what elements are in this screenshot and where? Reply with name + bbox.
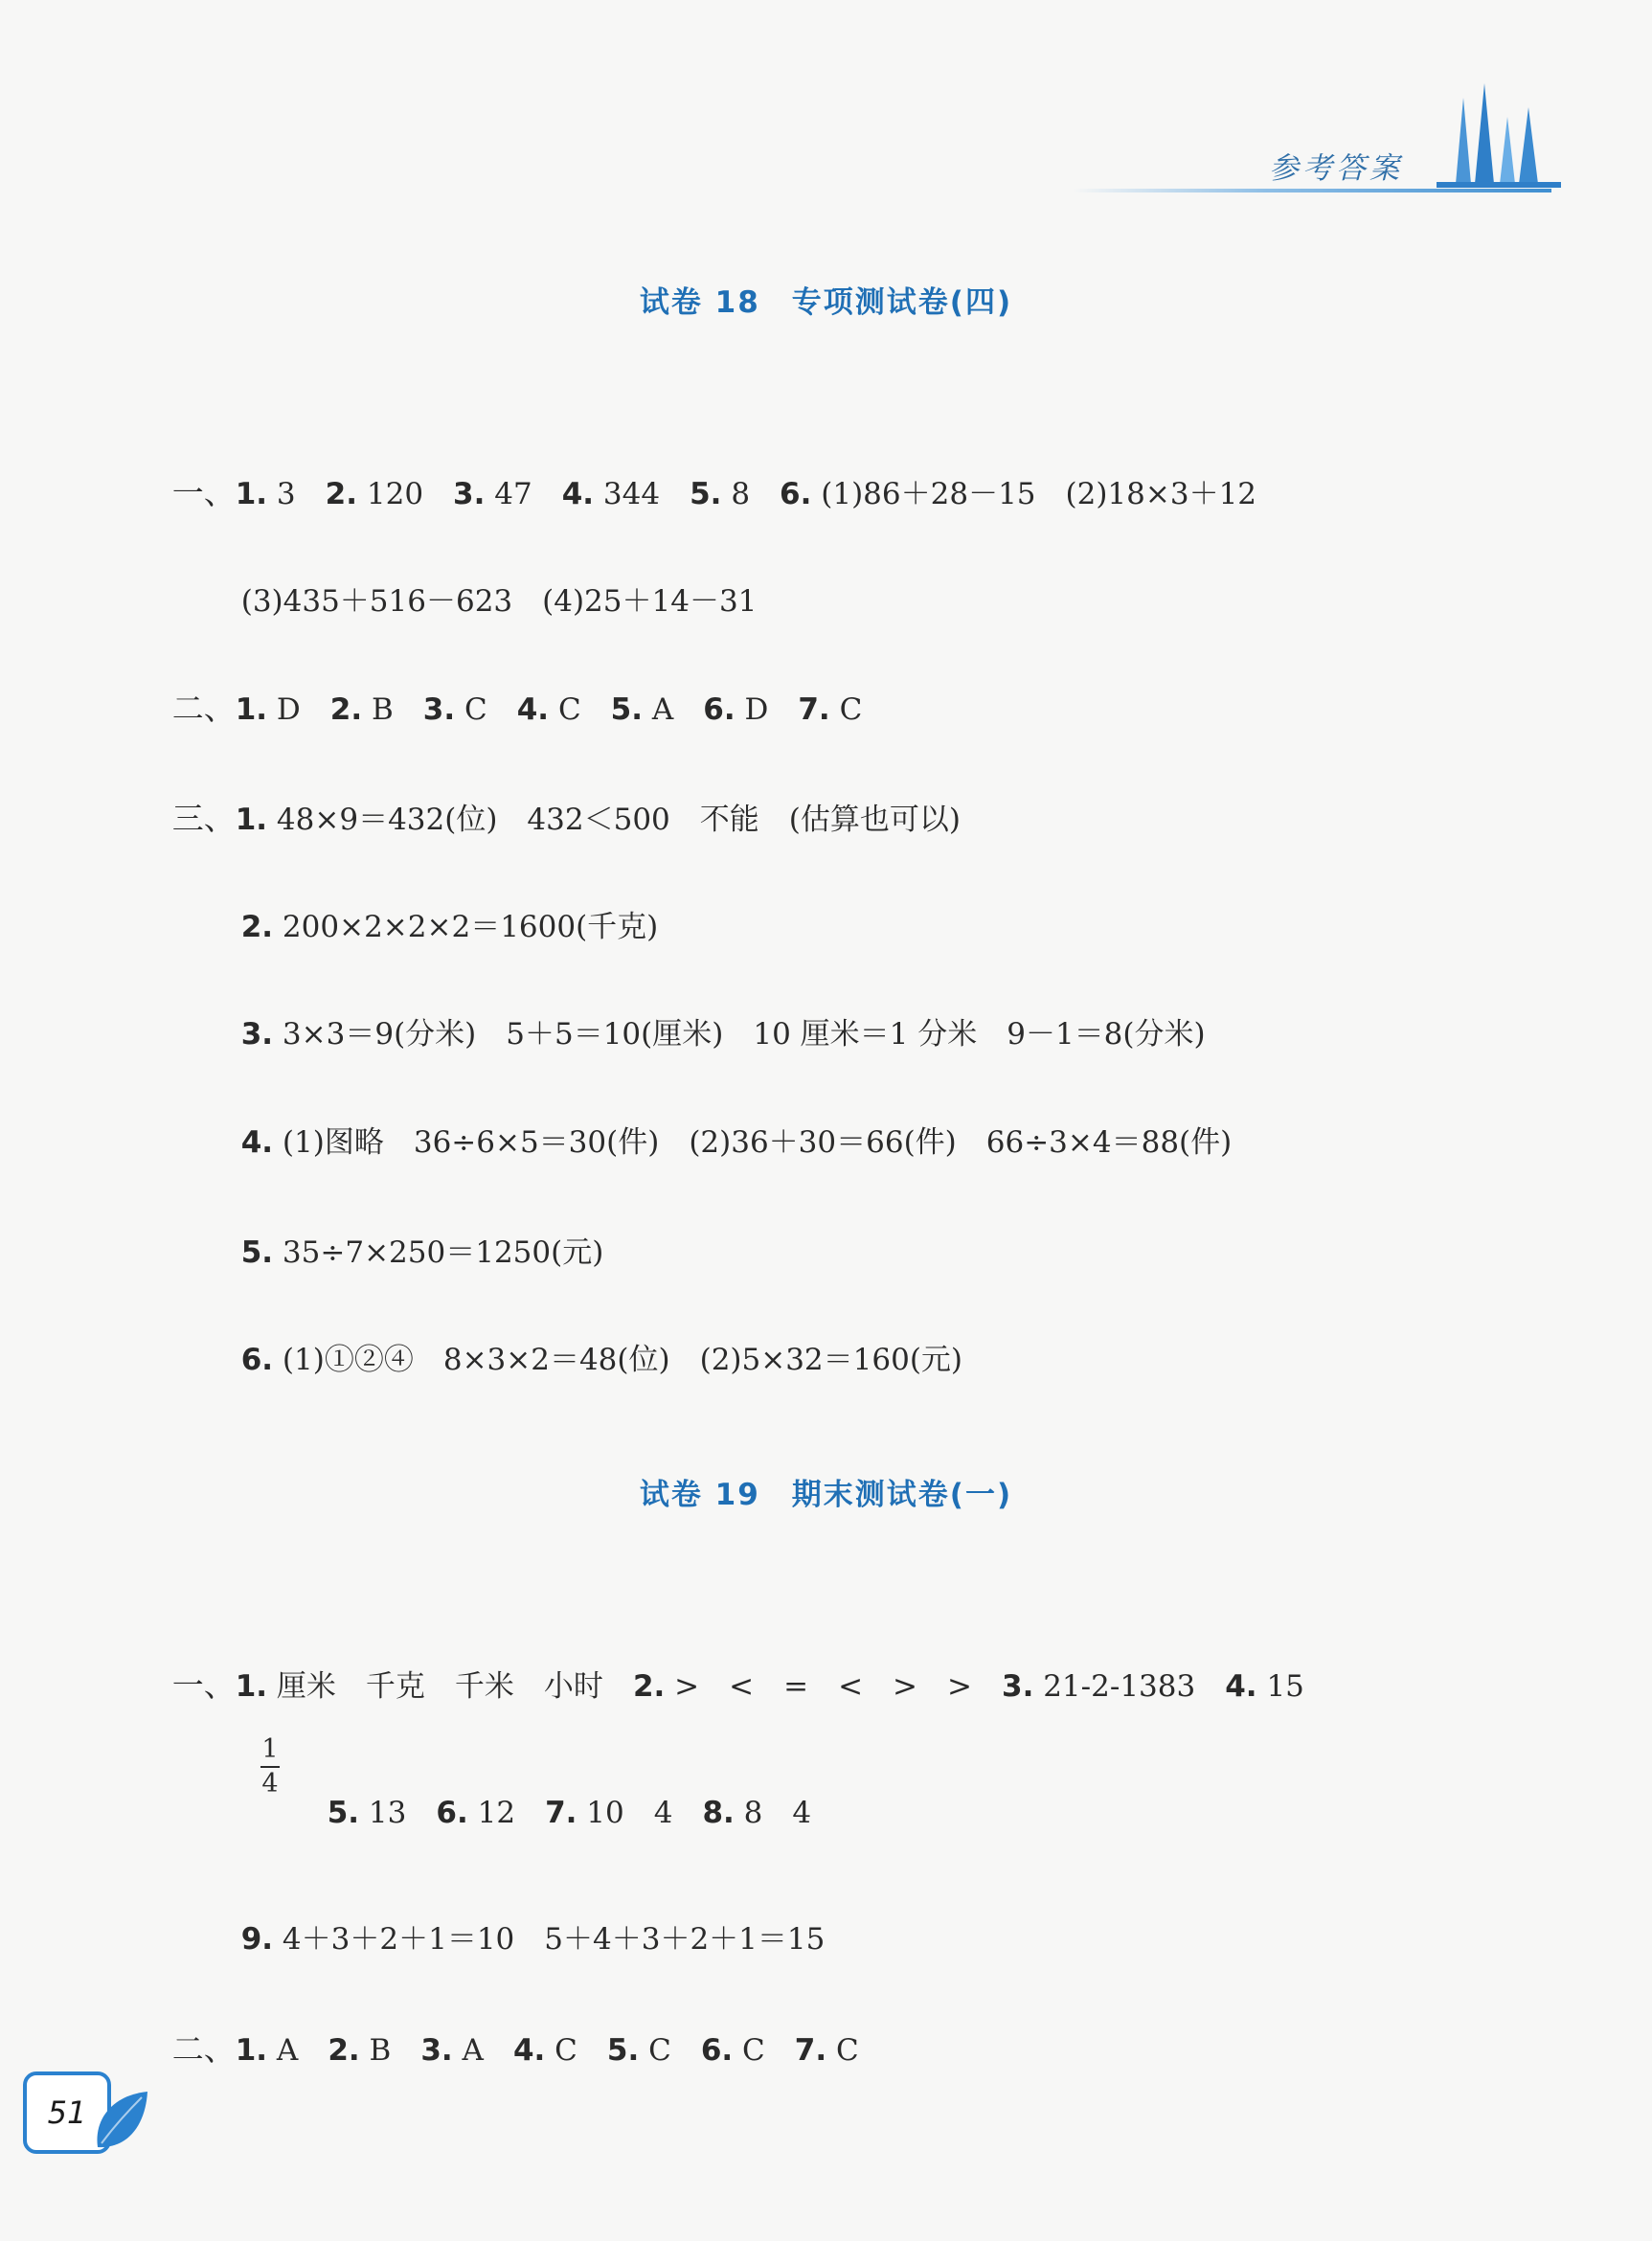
answer-line: 一、1. 厘米 千克 千米 小时 2. > < = < > > 3. 21-2-1383 4. 15 [171, 1666, 1304, 1704]
section-title: 试卷 18 专项测试卷(四) [639, 285, 1013, 320]
answer-line: 6. (1)①②④ 8×3×2＝48(位) (2)5×32＝160(元) [240, 1343, 963, 1377]
answer-line: 2. 200×2×2×2＝1600(千克) [240, 910, 659, 944]
header-label: 参考答案 [1269, 151, 1403, 186]
answer-line: 9. 4＋3＋2＋1＝10 5＋4＋3＋2＋1＝15 [240, 1922, 826, 1957]
answer-line: 三、1. 48×9＝432(位) 432＜500 不能 (估算也可以) [171, 800, 961, 837]
answer-line: 5. 35÷7×250＝1250(元) [240, 1235, 604, 1270]
answer-line: 3. 3×3＝9(分米) 5＋5＝10(厘米) 10 厘米＝1 分米 9－1＝8(分米) [240, 1017, 1206, 1052]
leaf-decoration-icon [92, 2086, 153, 2155]
answer-line: 一、1. 3 2. 120 3. 47 4. 344 5. 8 6. (1)86＋28－15 (2)18×3＋12 [171, 474, 1257, 511]
buildings-decoration-icon [1437, 79, 1561, 193]
answer-line: (3)435＋516－623 (4)25＋14－31 [240, 584, 758, 619]
answer-line: 二、1. D 2. B 3. C 4. C 5. A 6. D 7. C [171, 690, 863, 727]
answer-line: 4. (1)图略 36÷6×5＝30(件) (2)36＋30＝66(件) 66÷3×4＝88(件) [240, 1125, 1233, 1160]
fraction-one-quarter: 1 4 [261, 1734, 279, 1799]
answer-line: 二、1. A 2. B 3. A 4. C 5. C 6. C 7. C [171, 2030, 859, 2068]
answer-line: 5. 13 6. 12 7. 10 4 8. 8 4 [327, 1796, 812, 1830]
section-title: 试卷 19 期末测试卷(一) [639, 1478, 1013, 1512]
page-number-text: 51 [47, 2094, 87, 2131]
